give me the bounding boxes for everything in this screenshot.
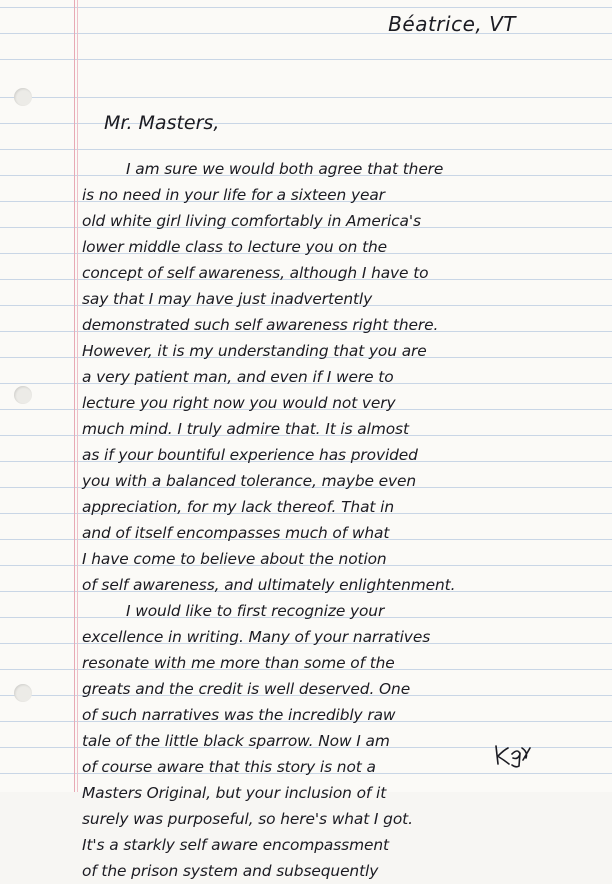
binder-hole: [14, 88, 32, 106]
letter-line: of course aware that this story is not a: [82, 758, 376, 776]
letter-line: a very patient man, and even if I were to: [82, 368, 394, 386]
initials-scribble-icon: [492, 742, 534, 768]
letter-line: resonate with me more than some of the: [82, 654, 395, 672]
letter-line: surely was purposeful, so here's what I got.: [82, 810, 413, 828]
letter-line: excellence in writing. Many of your narratives: [82, 628, 431, 646]
letter-body: [82, 156, 562, 884]
letter-line: of the prison system and subsequently: [82, 862, 379, 880]
letter-line: I would like to first recognize your: [126, 602, 385, 620]
letter-line: of such narratives was the incredibly raw: [82, 706, 396, 724]
letter-line: lower middle class to lecture you on the: [82, 238, 388, 256]
letter-line: say that I may have just inadvertently: [82, 290, 373, 308]
letter-line: lecture you right now you would not very: [82, 394, 396, 412]
letter-line: of self awareness, and ultimately enlightenment.: [82, 576, 456, 594]
letter-line: demonstrated such self awareness right there.: [82, 316, 439, 334]
letter-line: However, it is my understanding that you are: [82, 342, 427, 360]
salutation: Mr. Masters,: [104, 112, 220, 134]
binder-holes: [14, 0, 34, 792]
letter-line: old white girl living comfortably in America's: [82, 212, 421, 230]
letter-line: I am sure we would both agree that there: [126, 160, 444, 178]
binder-hole: [14, 684, 32, 702]
letter-line: tale of the little black sparrow. Now I am: [82, 732, 390, 750]
letter-line: you with a balanced tolerance, maybe even: [82, 472, 417, 490]
binder-hole: [14, 386, 32, 404]
letter-line: concept of self awareness, although I have to: [82, 264, 429, 282]
margin-rule-inner: [77, 0, 78, 792]
letter-line: greats and the credit is well deserved. One: [82, 680, 411, 698]
letter-line: I have come to believe about the notion: [82, 550, 387, 568]
author-signature: Béatrice, VT: [388, 12, 516, 36]
letter-line: as if your bountiful experience has provided: [82, 446, 418, 464]
margin-rule: [74, 0, 75, 792]
letter-line: is no need in your life for a sixteen year: [82, 186, 385, 204]
letter-line: Masters Original, but your inclusion of it: [82, 784, 387, 802]
letter-line: and of itself encompasses much of what: [82, 524, 390, 542]
letter-line: It's a starkly self aware encompassment: [82, 836, 389, 854]
letter-line: appreciation, for my lack thereof. That in: [82, 498, 394, 516]
letter-line: much mind. I truly admire that. It is almost: [82, 420, 409, 438]
